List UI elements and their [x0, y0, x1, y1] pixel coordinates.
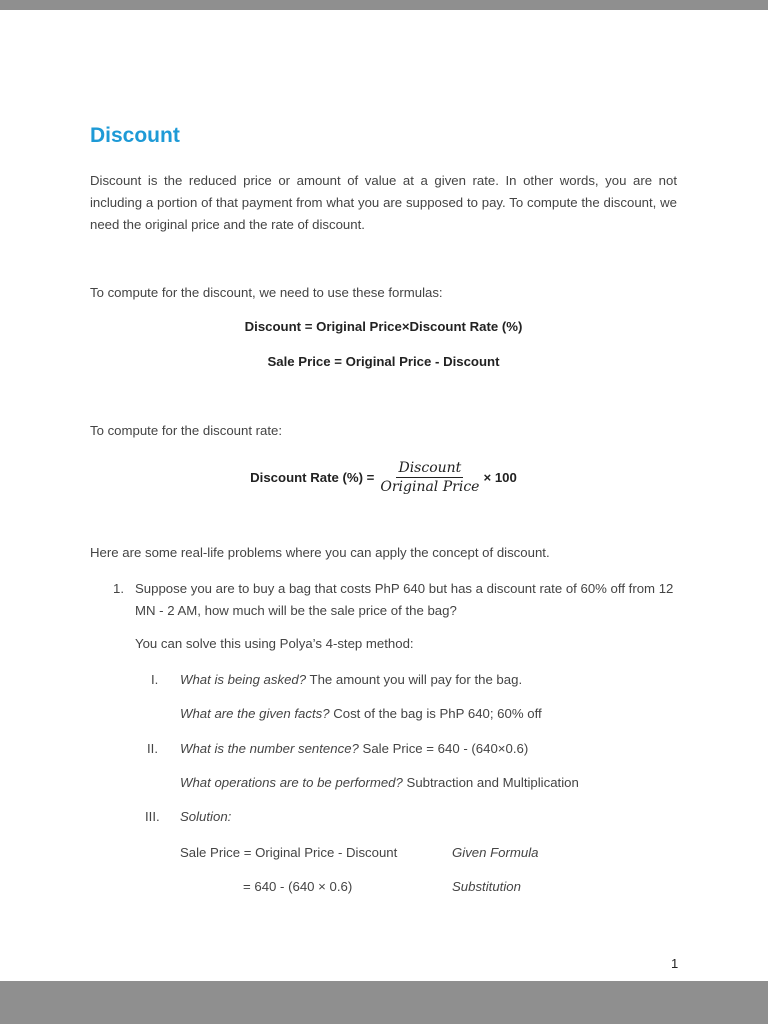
solution-label: Solution: — [180, 809, 232, 824]
solution-row-expr: Sale Price = Original Price - Discount — [180, 845, 398, 860]
rate-formula-lhs: Discount Rate (%) = — [250, 469, 375, 485]
fraction-numerator: Discount — [398, 459, 462, 476]
solution-row-expr: = 640 - (640 × 0.6) — [243, 879, 353, 894]
problem-number: 1. — [113, 581, 124, 596]
intro-paragraph: Discount is the reduced price or amount of value at a given rate. In other words, you are not including a portion of that payment from what you are supposed to pay. To compute the discount, we need the original price and the rate of discount. — [90, 173, 677, 232]
bottom-bar — [0, 981, 768, 1024]
top-bar — [0, 0, 768, 10]
rate-formula-multiplier: × 100 — [483, 469, 517, 485]
answer-text: Cost of the bag is PhP 640; 60% off — [329, 706, 542, 721]
answer-text: Subtraction and Multiplication — [402, 775, 579, 790]
problems-intro: Here are some real-life problems where you can apply the concept of discount. — [90, 545, 550, 560]
step-2-question-1 — [180, 741, 528, 756]
question-label: What is being asked? — [180, 672, 307, 687]
question-label: What is the number sentence? — [180, 741, 359, 756]
question-label: What are the given facts? — [180, 706, 330, 721]
step-1-question-2 — [180, 706, 542, 721]
step-1-question-1 — [180, 672, 522, 687]
page-number: 1 — [671, 956, 679, 971]
answer-text: Sale Price = 640 - (640×0.6) — [358, 741, 529, 756]
step-2-question-2 — [180, 775, 579, 790]
answer-text: The amount you will pay for the bag. — [306, 672, 523, 687]
fraction-denominator: Original Price — [380, 478, 480, 495]
rate-intro: To compute for the discount rate: — [90, 423, 283, 438]
page-title: Discount — [90, 124, 180, 147]
formula-discount-rate — [90, 455, 677, 499]
question-label: What operations are to be performed? — [180, 775, 403, 790]
step-numeral-3: III. — [145, 809, 160, 824]
problem-text: Suppose you are to buy a bag that costs PhP 640 but has a discount rate of 60% off from 12 MN - 2 AM, how much will be the sale price of the bag? — [135, 581, 674, 618]
formula-sale-price: Sale Price = Original Price - Discount — [267, 354, 500, 369]
formulas-intro: To compute for the discount, we need to use these formulas: — [90, 285, 443, 300]
step-numeral-1: I. — [151, 672, 159, 687]
polya-method-intro: You can solve this using Polya’s 4-step method: — [135, 636, 414, 651]
formula-discount: Discount = Original Price×Discount Rate (%) — [244, 319, 523, 334]
solution-row-note: Given Formula — [452, 845, 539, 860]
step-numeral-2: II. — [147, 741, 158, 756]
solution-row-note: Substitution — [452, 879, 521, 894]
rate-fraction — [378, 460, 481, 495]
